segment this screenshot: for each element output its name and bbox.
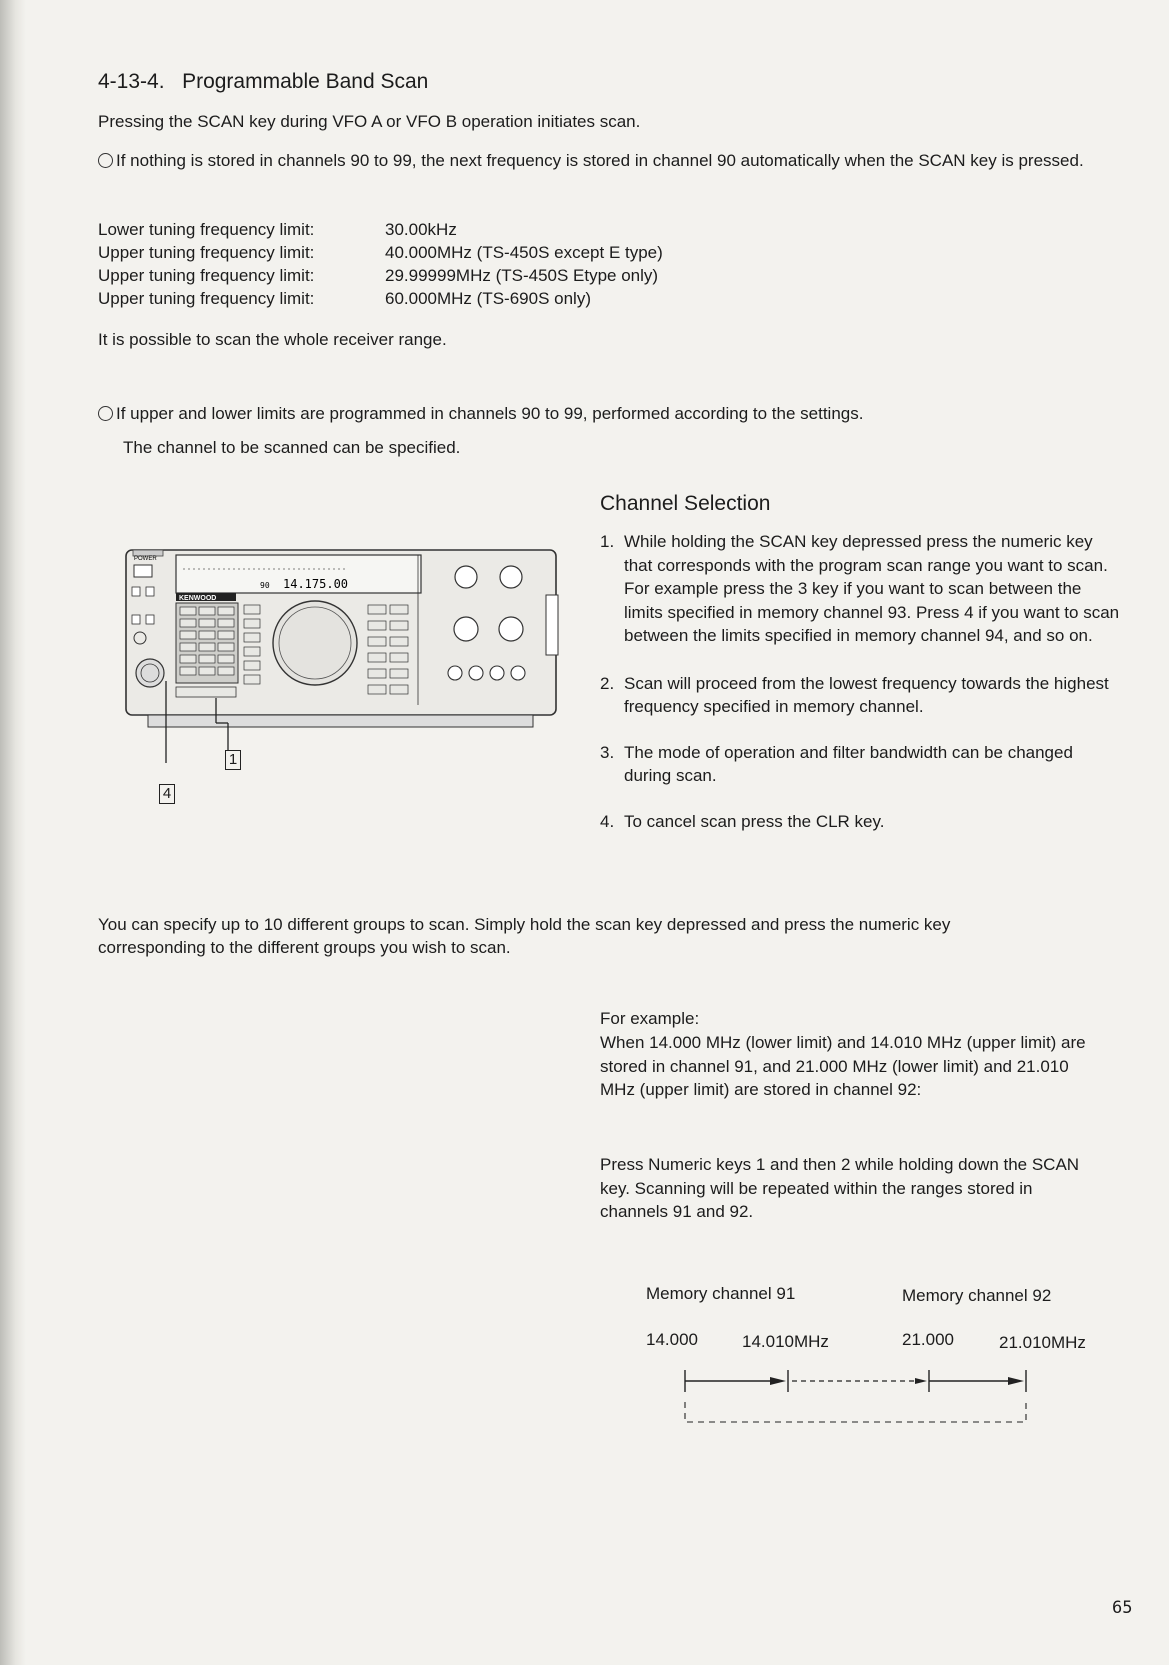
note-limits-programmed-text: If upper and lower limits are programmed in channels 90 to 99, performed according to the settings. — [116, 404, 864, 423]
memory-channel-91-label: Memory channel 91 — [646, 1284, 796, 1303]
note-nothing-stored-text: If nothing is stored in channels 90 to 99, the next frequency is stored in channel 90 automatically when the SCAN key is pressed. — [116, 151, 1084, 170]
example-press-text: Press Numeric keys 1 and then 2 while holding down the SCAN key. Scanning will be repeated within the ranges stored in channels 91 and 92. — [600, 1155, 1080, 1221]
channel-selection-steps — [600, 530, 1120, 833]
repeat-return-path — [685, 1402, 1026, 1422]
power-switch — [134, 565, 152, 577]
ch91-upper-freq: 14.010MHz — [742, 1332, 829, 1351]
example-label: For example: — [600, 1009, 700, 1028]
groups-paragraph: You can specify up to 10 different groups to scan. Simply hold the scan key depressed and press the numeric key corresponding to the different groups you wish to scan. — [98, 915, 951, 957]
display-channel: 90 — [260, 581, 270, 590]
ch91-lower-freq: 14.000 — [646, 1330, 698, 1349]
ch92-upper-freq: 21.010MHz — [999, 1333, 1086, 1352]
display-frequency: 14.175.00 — [283, 577, 349, 591]
brand-logo: KENWOOD — [179, 595, 217, 602]
intro-paragraph: Pressing the SCAN key during VFO A or VFO B operation initiates scan. — [98, 112, 641, 131]
callout-4: 4 — [159, 784, 175, 804]
arrow-icon — [770, 1377, 786, 1385]
main-tuning-knob — [273, 601, 357, 685]
table-row: Upper tuning frequency limit: 60.000MHz (TS-690S only) — [98, 289, 591, 308]
ch92-lower-freq: 21.000 — [902, 1330, 954, 1349]
radio-front-panel-illustration — [118, 545, 578, 805]
note-limits-programmed — [98, 402, 1120, 425]
channel-selection-title: Channel Selection — [600, 492, 771, 515]
memory-channel-92-label: Memory channel 92 — [902, 1286, 1052, 1305]
example-text: When 14.000 MHz (lower limit) and 14.010 MHz (upper limit) are stored in channel 91, and 21.000 MHz (lower limit) and 21.010 MHz (upper limit) are stored in channel 92: — [600, 1033, 1086, 1099]
scan-key-row — [176, 687, 236, 697]
list-item: 2. Scan will proceed from the lowest frequency towards the highest frequency specified in memory channel. — [600, 673, 1109, 716]
callout-1: 1 — [225, 750, 241, 770]
list-item: 1. While holding the SCAN key depressed press the numeric key that corresponds with the program scan range you want to scan. For example press the 3 key if you want to scan between the limits specified in memory channel 93. Press 4 if you want to scan between the limits specified in memory channel 94, and so on. — [600, 532, 1120, 645]
list-item: 3. The mode of operation and filter bandwidth can be changed during scan. — [600, 742, 1073, 785]
arrow-icon — [915, 1378, 927, 1384]
bullet-circle-icon — [98, 406, 113, 421]
frequency-limits-table — [98, 218, 663, 310]
section-heading — [98, 70, 428, 94]
table-row: Lower tuning frequency limit: 30.00kHz — [98, 220, 457, 239]
power-label: POWER — [134, 556, 157, 562]
section-title: Programmable Band Scan — [182, 70, 429, 93]
bullet-circle-icon — [98, 153, 113, 168]
rit-knob — [499, 617, 523, 641]
scan-range-diagram — [670, 1362, 1070, 1432]
section-number: 4-13-4. — [98, 70, 165, 93]
af-knob — [455, 566, 477, 588]
page-number: 65 — [1112, 1598, 1133, 1618]
list-item: 4. To cancel scan press the CLR key. — [600, 811, 885, 831]
page-binding-edge — [0, 0, 26, 1665]
rf-knob — [500, 566, 522, 588]
note-sub-text: The channel to be scanned can be specified. — [123, 438, 461, 457]
table-row: Upper tuning frequency limit: 29.99999MHz (TS-450S Etype only) — [98, 266, 659, 285]
arrow-icon — [1008, 1377, 1024, 1385]
radio-base — [148, 715, 533, 727]
shift-knob — [454, 617, 478, 641]
whole-range-paragraph: It is possible to scan the whole receiver range. — [98, 330, 447, 349]
table-row: Upper tuning frequency limit: 40.000MHz (TS-450S except E type) — [98, 243, 663, 262]
mic-connector — [136, 659, 164, 687]
note-nothing-stored — [98, 149, 1120, 172]
